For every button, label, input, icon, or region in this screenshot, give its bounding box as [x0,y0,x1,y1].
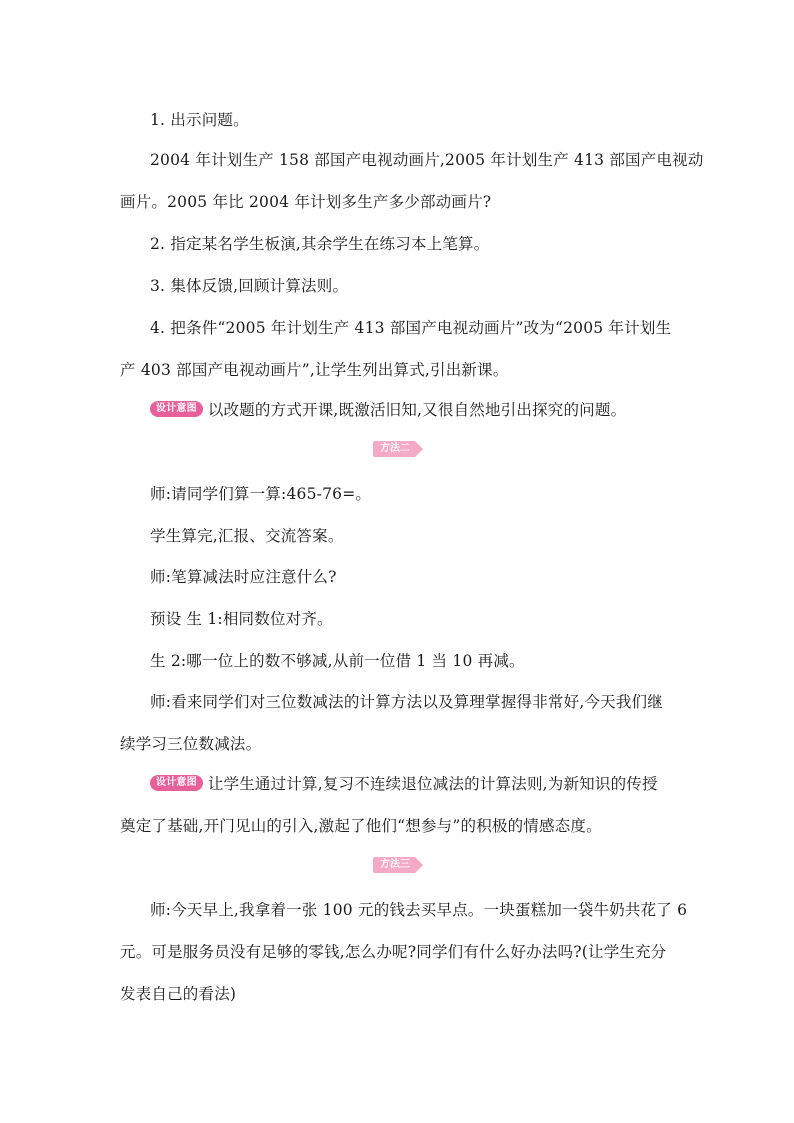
tag-arrow-icon [415,441,423,457]
paragraph-story-line-1: 师:今天早上,我拿着一张 100 元的钱去买早点。一块蛋糕加一袋牛奶共花了 6 [150,901,688,919]
method-2-tag [373,441,423,457]
paragraph-teacher-summary-line-1: 师:看来同学们对三位数减法的计算方法以及算理掌握得非常好,今天我们继 [150,693,663,711]
design-intent-badge: 设计意图 [150,401,203,417]
method-3-label: 方法三 [373,857,415,873]
method-2-label: 方法二 [373,441,415,457]
paragraph-step-2: 2. 指定某名学生板演,其余学生在练习本上笔算。 [150,235,490,253]
design-intent-1 [150,400,626,420]
paragraph-students-report: 学生算完,汇报、交流答案。 [150,527,344,545]
method-3-tag [373,857,423,873]
paragraph-teacher-question: 师:请同学们算一算:465-76=。 [150,485,372,503]
paragraph-step-4-line-1: 4. 把条件“2005 年计划生产 413 部国产电视动画片”改为“2005 年计划生 [150,319,672,337]
paragraph-teacher-summary-line-2: 续学习三位数减法。 [120,735,262,753]
paragraph-problem-line-1: 2004 年计划生产 158 部国产电视动画片,2005 年计划生产 413 部国产电视动 [150,151,704,169]
paragraph-story-line-2: 元。可是服务员没有足够的零钱,怎么办呢?同学们有什么好办法吗?(让学生充分 [120,943,667,961]
tag-arrow-icon [415,857,423,873]
paragraph-preset-student-1: 预设 生 1:相同数位对齐。 [150,610,333,628]
paragraph-problem-line-2: 画片。2005 年比 2004 年计划多生产多少部动画片? [120,193,492,211]
design-intent-2-line-2: 奠定了基础,开门见山的引入,激起了他们“想参与”的积极的情感态度。 [120,817,602,835]
design-intent-text: 以改题的方式开课,既激活旧知,又很自然地引出探究的问题。 [207,401,627,419]
paragraph-student-2: 生 2:哪一位上的数不够减,从前一位借 1 当 10 再减。 [150,652,525,670]
design-intent-badge: 设计意图 [150,775,203,791]
design-intent-text: 让学生通过计算,复习不连续退位减法的计算法则,为新知识的传授 [207,775,658,793]
paragraph-step-3: 3. 集体反馈,回顾计算法则。 [150,277,349,295]
design-intent-2-line-1 [150,774,658,794]
paragraph-teacher-ask: 师:笔算减法时应注意什么? [150,568,337,586]
paragraph-story-line-3: 发表自己的看法) [120,985,237,1003]
paragraph-step-1: 1. 出示问题。 [150,111,249,129]
paragraph-step-4-line-2: 产 403 部国产电视动画片”,让学生列出算式,引出新课。 [120,361,509,379]
